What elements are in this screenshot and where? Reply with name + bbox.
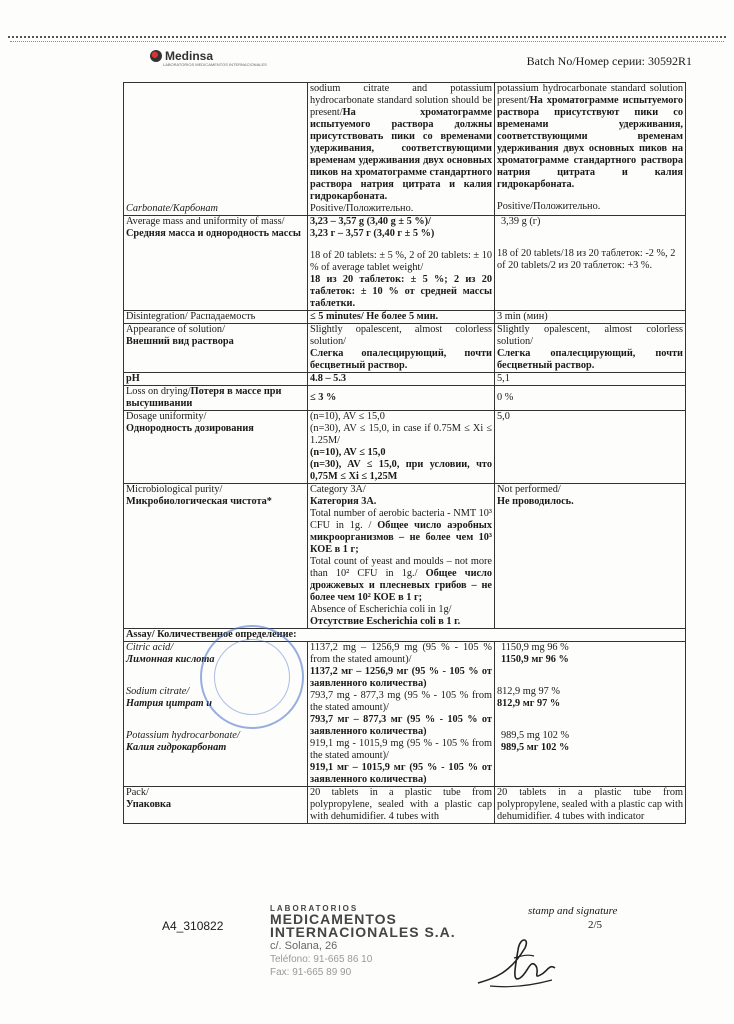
micro-ecoli-ru: Отсутствие Escherichia coli в 1 г.: [310, 616, 461, 627]
mass-result-2: 18 of 20 tablets/18 из 20 таблеток: -2 %, 2 of 20 tablets/2 из 20 таблеток: +3 %.: [497, 248, 676, 271]
appearance-spec-ru: Слегка опалесцирующий, почти бесцветный раствор.: [310, 348, 492, 371]
carbonate-spec-positive: Positive/Положительно.: [310, 203, 414, 214]
micro-tymc-ru: Общее число дрожжевых и плесневых грибов – не более чем 10² КОЕ в 1 г;: [310, 568, 492, 603]
table-row-assay-header: [124, 629, 686, 642]
doc-code: A4_310822: [162, 919, 224, 933]
loss-label-cell: [124, 386, 308, 411]
carbonate-label-cell: [124, 83, 308, 216]
sodium-spec-2: 793,7 мг – 877,3 мг (95 % - 105 % от заявленного количества): [310, 714, 492, 737]
table-row-ph: [124, 373, 686, 386]
company-subtitle: LABORATORIOS MEDICAMENTOS INTERNACIONALES: [163, 62, 267, 67]
ph-label: pH: [124, 373, 308, 386]
perforation-top-inner: [10, 41, 724, 44]
disintegration-label: Disintegration/ Распадаемость: [124, 311, 308, 324]
appearance-spec-cell: [308, 324, 495, 373]
micro-result-en: Not performed/: [497, 484, 561, 495]
citric-label-en: Citric acid/: [126, 642, 174, 653]
table-row-pack: [124, 787, 686, 824]
lab-stamp-fax: Fax: 91-665 89 90: [270, 967, 352, 978]
appearance-label-cell: [124, 324, 308, 373]
micro-cat-ru: Категория 3А.: [310, 496, 377, 507]
table-row-disintegration: [124, 311, 686, 324]
lab-stamp-address: c/. Solana, 26: [270, 940, 338, 952]
mass-result-1: 3,39 g (г): [501, 216, 541, 227]
pack-label-en: Pack/: [126, 787, 149, 798]
sodium-label-ru: Натрия цитрат и: [126, 698, 212, 709]
table-row-dosage: [124, 411, 686, 484]
citric-result-2: 1150,9 мг 96 %: [501, 654, 569, 665]
sodium-spec-1: 793,7 mg - 877,3 mg (95 % - 105 % from the stated amount)/: [310, 690, 492, 713]
appearance-label-ru: Внешний вид раствора: [126, 336, 234, 347]
assay-result-cell: [495, 642, 686, 787]
mass-spec-cell: [308, 216, 495, 311]
dosage-label-en: Dosage uniformity/: [126, 411, 207, 422]
citric-result-1: 1150,9 mg 96 %: [501, 642, 569, 653]
company-name: Medinsa: [165, 49, 214, 63]
blue-round-stamp: [200, 625, 304, 729]
micro-result-cell: [495, 484, 686, 629]
appearance-label-en: Appearance of solution/: [126, 324, 225, 335]
table-row-mass: [124, 216, 686, 311]
lab-stamp: [270, 904, 456, 979]
table-row-micro: [124, 484, 686, 629]
ph-spec: 4.8 – 5.3: [308, 373, 495, 386]
disintegration-spec: ≤ 5 minutes/ Не более 5 мин.: [308, 311, 495, 324]
appearance-result-en: Slightly opalescent, almost colorless solution/: [497, 324, 683, 347]
micro-tymc-en: Total count of yeast and moulds – not more than 10² CFU in 1g./: [310, 556, 492, 579]
micro-spec-cell: [308, 484, 495, 629]
carbonate-spec-ru: На хроматограмме испытуемого раствора должны присутствовать пики со временами удерживания, соответствующими временам удерживания двух основных пиков на хроматограмме стандартного раствора натрия цитрата и калия гидрокарбоната.: [310, 107, 492, 202]
pack-label-ru: Упаковка: [126, 799, 171, 810]
mass-spec-2: 3,23 г – 3,57 г (3,40 г ± 5 %): [310, 228, 435, 239]
appearance-result-ru: Слегка опалесцирующий, почти бесцветный раствор.: [497, 348, 683, 371]
loss-spec: ≤ 3 %: [308, 386, 495, 411]
dosage-spec-1: (n=10), AV ≤ 15,0: [310, 411, 385, 422]
carbonate-spec-en: sodium citrate and potassium hydrocarbonate standard solution should be present/: [310, 83, 492, 118]
stamp-and-signature-label: stamp and signature: [528, 905, 618, 917]
dosage-label-cell: [124, 411, 308, 484]
medinsa-logo-icon: [150, 50, 162, 62]
micro-label-ru: Микробиологическая чистота*: [126, 496, 272, 507]
carbonate-spec-cell: [308, 83, 495, 216]
mass-label-cell: [124, 216, 308, 311]
mass-spec-4: 18 из 20 таблеток: ± 5 %; 2 из 20 таблеток: ± 10 % от средней массы таблетки.: [310, 274, 492, 309]
citric-spec-1: 1137,2 mg – 1256,9 mg (95 % - 105 % from the stated amount)/: [310, 642, 492, 665]
mass-spec-3: 18 of 20 tablets: ± 5 %, 2 of 20 tablets: ± 10 % of average tablet weight/: [310, 250, 492, 273]
appearance-spec-en: Slightly opalescent, almost colorless solution/: [310, 324, 492, 347]
dosage-result: 5,0: [495, 411, 686, 484]
potassium-result-2: 989,5 мг 102 %: [501, 742, 570, 753]
pack-result: 20 tablets in a plastic tube from polypropylene, sealed with a plastic cap with dehumidifier. 4 tubes with indicator: [495, 787, 686, 824]
dosage-spec-3: (n=10), AV ≤ 15,0: [310, 447, 386, 458]
dosage-label-ru: Однородность дозирования: [126, 423, 254, 434]
ph-result: 5,1: [495, 373, 686, 386]
lab-stamp-line3: INTERNACIONALES S.A.: [270, 924, 456, 940]
appearance-result-cell: [495, 324, 686, 373]
mass-spec-1: 3,23 – 3,57 g (3,40 g ± 5 %)/: [310, 216, 431, 227]
lab-stamp-tel: Teléfono: 91-665 86 10: [270, 954, 373, 965]
lab-stamp-line1: LABORATORIOS: [270, 904, 359, 913]
loss-label-ru: Потеря в массе при высушивании: [126, 386, 282, 409]
micro-tamc-ru: Общее число аэробных микроорганизмов – не более чем 10³ КОЕ в 1 г;: [310, 520, 492, 555]
assay-header: Assay/ Количественное определение:: [124, 629, 686, 642]
citric-spec-2: 1137,2 мг – 1256,9 мг (95 % - 105 % от заявленного количества): [310, 666, 492, 689]
potassium-spec-2: 919,1 мг – 1015,9 мг (95 % - 105 % от заявленного количества): [310, 762, 492, 785]
page-number: 2/5: [588, 919, 603, 931]
carbonate-result-positive: Positive/Положительно.: [497, 201, 601, 212]
batch-number: Batch No/Номер серии: 30592R1: [526, 54, 692, 68]
dosage-spec-cell: [308, 411, 495, 484]
loss-result: 0 %: [495, 386, 686, 411]
potassium-result-1: 989,5 mg 102 %: [501, 730, 570, 741]
micro-label-cell: [124, 484, 308, 629]
mass-label-en: Average mass and uniformity of mass/: [126, 216, 285, 227]
citric-label-ru: Лимонная кислота: [126, 654, 215, 665]
micro-result-ru: Не проводилось.: [497, 496, 574, 507]
assay-spec-cell: [308, 642, 495, 787]
lab-stamp-line2: MEDICAMENTOS: [270, 911, 397, 927]
carbonate-result-cell: [495, 83, 686, 216]
mass-result-cell: [495, 216, 686, 311]
dosage-spec-2: (n=30), AV ≤ 15,0, in case if 0.75M ≤ Xi ≤ 1.25M/: [310, 423, 492, 446]
company-logo: [150, 49, 213, 63]
table-row-loss: [124, 386, 686, 411]
mass-label-ru: Средняя масса и однородность массы: [126, 228, 301, 239]
table-row-carbonate: [124, 83, 686, 216]
sodium-result-1: 812,9 mg 97 %: [497, 686, 560, 697]
carbonate-result-en: potassium hydrocarbonate standard solution present/: [497, 83, 683, 106]
loss-label-en: Loss on drying/: [126, 386, 191, 397]
potassium-label-en: Potassium hydrocarbonate/: [126, 730, 240, 741]
pack-label-cell: [124, 787, 308, 824]
sodium-label-en: Sodium citrate/: [126, 686, 190, 697]
disintegration-result: 3 min (мин): [495, 311, 686, 324]
handwritten-signature: [470, 928, 560, 998]
micro-tamc-en: Total number of aerobic bacteria - NMT 10³ CFU in 1g. /: [310, 508, 492, 531]
micro-cat-en: Category 3A/: [310, 484, 366, 495]
carbonate-label: Carbonate/Карбонат: [126, 203, 218, 214]
spec-table: [123, 82, 686, 824]
potassium-label-ru: Калия гидрокарбонат: [126, 742, 227, 753]
sodium-result-2: 812,9 мг 97 %: [497, 698, 561, 709]
micro-label-en: Microbiological purity/: [126, 484, 223, 495]
table-row-appearance: [124, 324, 686, 373]
carbonate-result-ru: На хроматограмме испытуемого раствора присутствуют пики со временами удерживания, соответствующими временам удерживания двух основных пиков на хроматограмме стандартного раствора натрия цитрата и калия гидрокарбоната.: [497, 95, 683, 190]
micro-ecoli-en: Absence of Escherichia coli in 1g/: [310, 604, 452, 615]
potassium-spec-1: 919,1 mg - 1015,9 mg (95 % - 105 % from the stated amount)/: [310, 738, 492, 761]
pack-spec: 20 tablets in a plastic tube from polypropylene, sealed with a plastic cap with dehumidifier. 4 tubes with: [308, 787, 495, 824]
dosage-spec-4: (n=30), AV ≤ 15,0, при условии, что 0,75M ≤ Xi ≤ 1,25M: [310, 459, 492, 482]
